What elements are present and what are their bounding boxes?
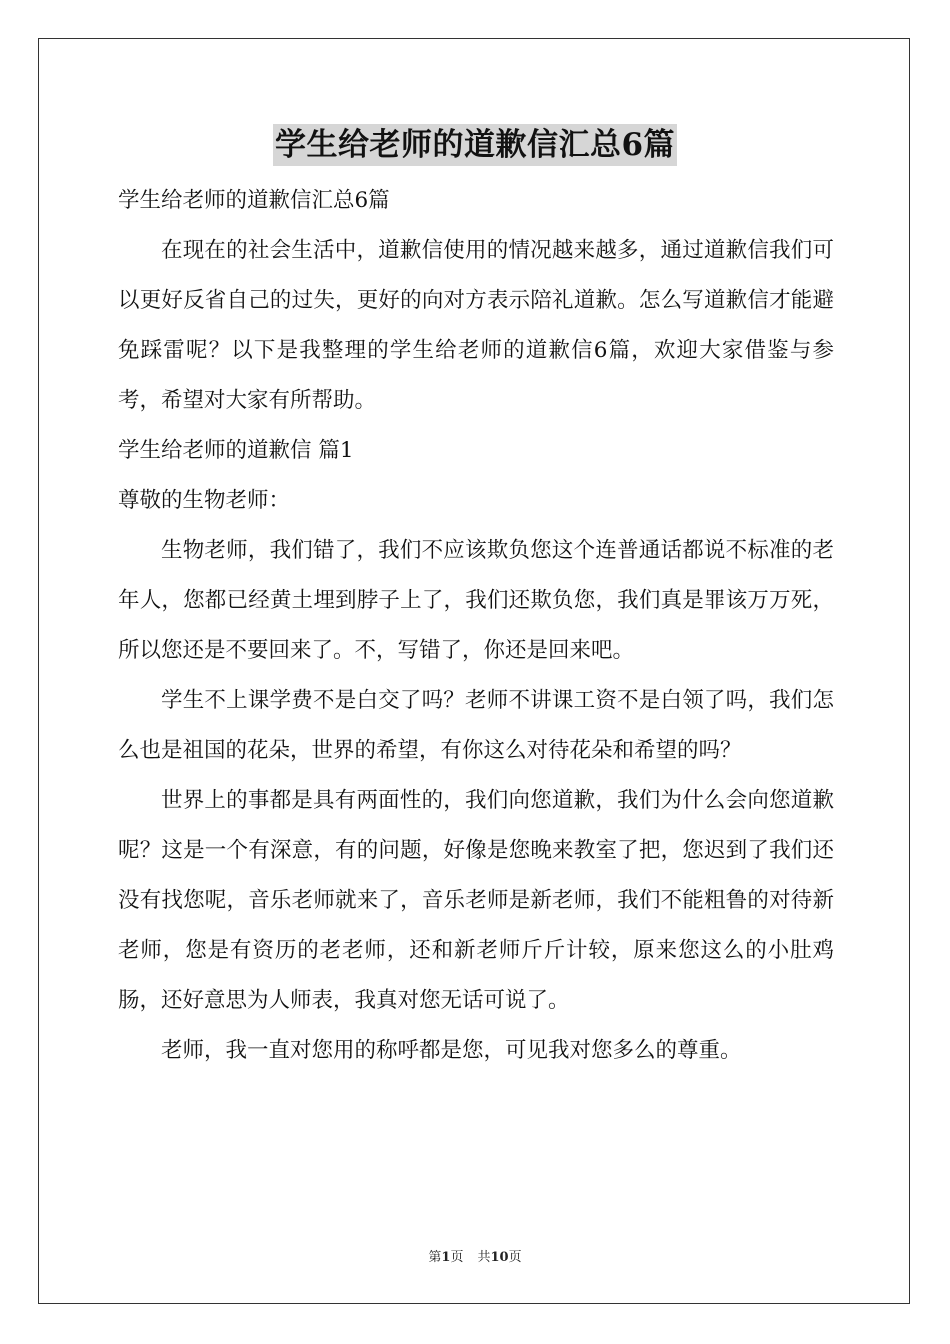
- salutation: 尊敬的生物老师：: [118, 488, 291, 513]
- paragraph: 世界上的事都是具有两面性的，我们向您道歉，我们为什么会向您道歉呢？这是一个有深意，有的问题，好像是您晚来教室了把，您迟到了我们还没有找您呢，音乐老师就来了，音乐老师是新老师，我们不能粗鲁的对待新老师，您是有资历的老老师，还和新老师斤斤计较，原来您这么的小肚鸡肠，还好意思为人师表，我真对您无话可说了。: [118, 788, 834, 1013]
- page-footer: [0, 1248, 950, 1268]
- page-prefix: 第: [428, 1250, 442, 1265]
- paragraph: 在现在的社会生活中，道歉信使用的情况越来越多，通过道歉信我们可以更好反省自己的过失，更好的向对方表示陪礼道歉。怎么写道歉信才能避免踩雷呢？以下是我整理的学生给老师的道歉信6篇，欢迎大家借鉴与参考，希望对大家有所帮助。: [118, 238, 834, 413]
- page-suffix: 页: [450, 1250, 464, 1265]
- page-number: 1: [441, 1250, 451, 1265]
- document-body: [118, 176, 834, 1076]
- total-prefix: 共: [477, 1250, 491, 1265]
- document-title: 学生给老师的道歉信汇总6篇: [273, 124, 677, 166]
- total-suffix: 页: [508, 1250, 522, 1265]
- paragraph: 学生给老师的道歉信汇总6篇: [118, 188, 390, 213]
- paragraph: 生物老师，我们错了，我们不应该欺负您这个连普通话都说不标准的老年人，您都已经黄土埋到脖子上了，我们还欺负您，我们真是罪该万万死，所以您还是不要回来了。不，写错了，你还是回来吧。: [118, 538, 834, 663]
- paragraph: 学生不上课学费不是白交了吗？老师不讲课工资不是白领了吗，我们怎么也是祖国的花朵，世界的希望，有你这么对待花朵和希望的吗？: [118, 688, 834, 763]
- section-heading: 学生给老师的道歉信 篇1: [118, 438, 354, 463]
- total-pages: 10: [490, 1250, 509, 1265]
- paragraph: 老师，我一直对您用的称呼都是您，可见我对您多么的尊重。: [161, 1038, 742, 1063]
- title-container: [0, 124, 950, 166]
